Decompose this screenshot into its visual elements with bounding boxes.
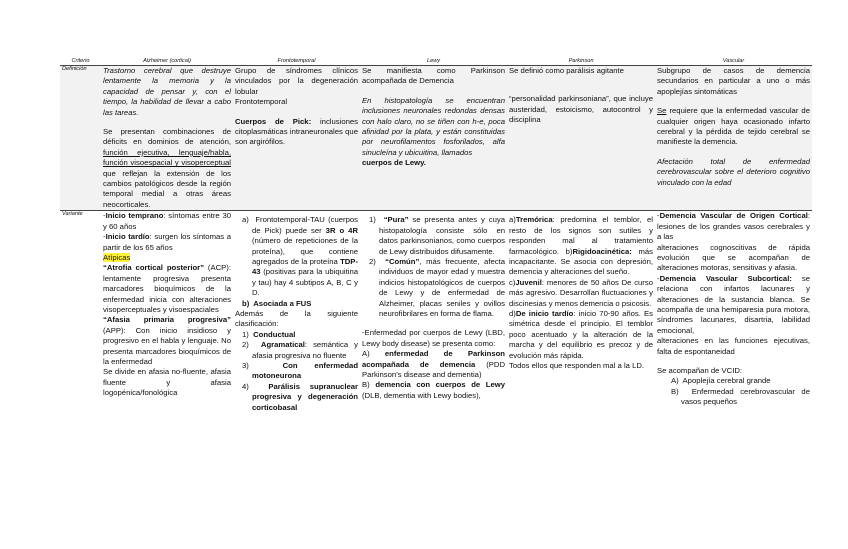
var-lewy-pb: B) demencia con cuerpos de Lewy (DLB, dementia with Lewy bodies), — [362, 380, 506, 400]
var-park-a: a)Tremórica: predomina el temblor, el resto de los signos son sutiles y responden mal al tratamiento farmacológico. b)Rigidoacinética: más incapacitante. Se asocia con depresión, demencia y alteraciones del sueño. — [509, 215, 653, 277]
var-alz-app: “Afasia primaria progresiva” (APP): Con inicio insidioso y progresivo en el habla y lenguaje. No presenta marcadores bioquímicos de la enfermedad — [103, 315, 231, 366]
def-park-p1: Se definió como parálisis agitante — [509, 66, 624, 75]
def-parkinson — [507, 66, 655, 211]
var-park-d: d)De inicio tardío: inicio 70-90 años. Es simétrica desde el principio. El temblor poco acentuado y la alteración de la marcha y del equilibrio es precoz y de evolución más rápida. — [509, 308, 654, 360]
var-ft-b2: Además de la siguiente clasificación: — [235, 308, 358, 329]
variant-row — [60, 211, 812, 413]
var-park-c: c)Juvenil: menores de 50 años De curso más agresivo. Desarrollan fluctuaciones y discinesias y menos demencia o psicosis. — [509, 277, 653, 308]
var-parkinson — [507, 211, 655, 413]
header-vascular: Vascular — [655, 58, 812, 66]
def-alz-p2: Se presentan combinaciones de déficits en dominios de atención, función ejecutiva, lenguaje/habla, función visoespacial y visoperceptual que reflejan la extensión de los cambios patológicos desde la región temporal medial a otras áreas neocorticales. — [103, 127, 231, 209]
def-lewy-p2-bold: cuerpos de Lewy. — [362, 158, 426, 168]
var-vasc-va: A) Apoplejía cerebral grande — [671, 376, 771, 386]
var-ft-a: a) Frontotemporal-TAU (cuerpos de Pick) puede ser 3R o 4R (número de repeticiones de la proteína), que contiene agregados de la proteína TDP-43 (positivas para la ubiquitina y tau) hay 4 subtipos A, B, C y D. — [242, 215, 359, 298]
def-vasc-p3: Afectación total de enfermedad cerebrovascular sobre el deterioro cognitivo vinculado con la edad — [657, 156, 810, 187]
var-alz-app2: Se divide en afasia no-fluente, afasia fluente y afasia logopénica/fonológica — [103, 367, 231, 398]
var-ft-c1: 1) Conductual — [242, 329, 296, 339]
var-lewy-pa: A) enfermedad de Parkinson acompañada de demencia (PDD Parkinson’s disease and dementia) — [362, 349, 505, 379]
var-ft-c2: 2) Agramatical: semántica y afasia progresiva no fluente — [242, 340, 358, 360]
definition-row — [60, 66, 812, 211]
def-lewy-p2: En histopatología se encuentran inclusiones neuronales redondas densas con halo claro, no se tiñen con h-e, poca afinidad por la plata, y están constituidas por neurofilamentos fosforilados, alfa sinucleína y ubicuitina, llamados — [362, 95, 505, 157]
var-vasc-c2: alteraciones cognoscitivas de rápida evolución que se acompañan de alteraciones motoras, sensitivas y afasia. — [657, 242, 810, 273]
var-alz-atipicas: Atípicas — [103, 252, 131, 262]
header-row — [60, 58, 812, 66]
document-page — [60, 58, 812, 413]
def-lewy-p1: Se manifiesta como Parkinson acompañada de Demencia — [362, 66, 505, 86]
row-label-variante: Variante — [62, 211, 83, 218]
def-vasc-p1: Subgrupo de casos de demencia secundarios en particular a uno o más apoplejías sintomáticas — [657, 66, 810, 96]
def-ft-p2: Frontotemporal — [235, 97, 288, 107]
var-vasc-c: -Demencia Vascular de Origen Cortical: lesiones de los grandes vasos cerebrales y a las — [657, 211, 810, 242]
row-label-definicion: Definición — [60, 66, 101, 211]
var-lewy-p3: -Enfermedad por cuerpos de Lewy (LBD, Lewy body disease) se presenta como: — [362, 328, 505, 348]
def-lewy — [360, 66, 507, 211]
var-vasc-vb: B) Enfermedad cerebrovascular de vasos pequeños — [671, 386, 810, 407]
def-frontotemporal — [233, 66, 360, 211]
var-lewy-2: 2) “Común”, más frecuente, afecta individuos de mayor edad y muestra indicios histopatológicos de cuerpos de Lewy y de enfermedad de Alzheimer, placas seniles y ovillos neurofibrilares en forma de flama. — [369, 256, 506, 318]
def-ft-p1: Grupo de síndromes clínicos vinculados por la degeneración lobular — [235, 66, 358, 96]
var-alz-acp: “Atrofia cortical posterior” (ACP): lentamente progresiva presenta marcadores bioquímicos de la enfermedad inicia con alteraciones visoperceptuales y visoespaciales — [103, 263, 231, 314]
header-parkinson: Parkinson — [507, 58, 655, 66]
header-alzheimer: Alzheimer (cortical) — [101, 58, 233, 66]
header-lewy: Lewy — [360, 58, 507, 66]
var-ft-c3: 3) Con enfermedad motoneurona — [242, 360, 359, 381]
header-frontotemporal: Frontotemporal — [233, 58, 360, 66]
var-alz-item: -Inicio tardío: surgen los síntomas a partir de los 65 años — [103, 232, 231, 252]
def-alzheimer — [101, 66, 233, 211]
header-criterio: Criterio — [60, 58, 101, 66]
var-frontotemporal — [233, 211, 360, 413]
def-vascular — [655, 66, 812, 211]
dementia-comparison-table — [60, 58, 812, 413]
var-lewy — [360, 211, 507, 413]
var-alz-item: -Inicio temprano: síntomas entre 30 y 60 años — [103, 211, 231, 231]
def-vasc-p2: Se requiere que la enfermedad vascular de cualquier origen haya ocasionado infarto cerebral y la pérdida de tejido cerebral se manifieste la demencia. — [657, 106, 810, 147]
var-vascular — [655, 211, 812, 413]
var-vasc-s: -Demencia Vascular Subcortical: se relaciona con infartos lacunares y alteraciones de la sustancia blanca. Se acompaña de una hemiparesia pura motora, síndromes lacunares, disartria, labilidad emocional, — [657, 273, 810, 335]
def-ft-p3: Cuerpos de Pick: inclusiones citoplasmáticas intraneuronales que son argirófilos. — [235, 116, 358, 147]
var-vasc-s2: alteraciones en las funciones ejecutivas, falta de espontaneidad — [657, 336, 810, 356]
def-alz-p1: Trastorno cerebral que destruye lentamente la memoria y la capacidad de pensar y, con el tiempo, la habilidad de llevar a cabo las tareas. — [103, 66, 231, 117]
def-park-p2: “personalidad parkinsoniana”, que incluye austeridad, estoicismo, autocontrol y disciplina — [509, 94, 653, 125]
var-lewy-1: 1) “Pura” se presenta antes y cuya histopatología consiste sólo en datos parkinsonianos, como cuerpos de Lewy distribuidos difusamente. — [369, 215, 506, 256]
var-park-e: Todos ellos que responden mal a la LD. — [509, 360, 645, 370]
var-ft-b: b) Asociada a FUS — [242, 298, 312, 308]
var-vasc-vcid: Se acompañan de VCID: — [657, 365, 743, 375]
var-alzheimer — [101, 211, 233, 413]
var-ft-c4: 4) Parálisis supranuclear progresiva y degeneración corticobasal — [242, 381, 359, 412]
